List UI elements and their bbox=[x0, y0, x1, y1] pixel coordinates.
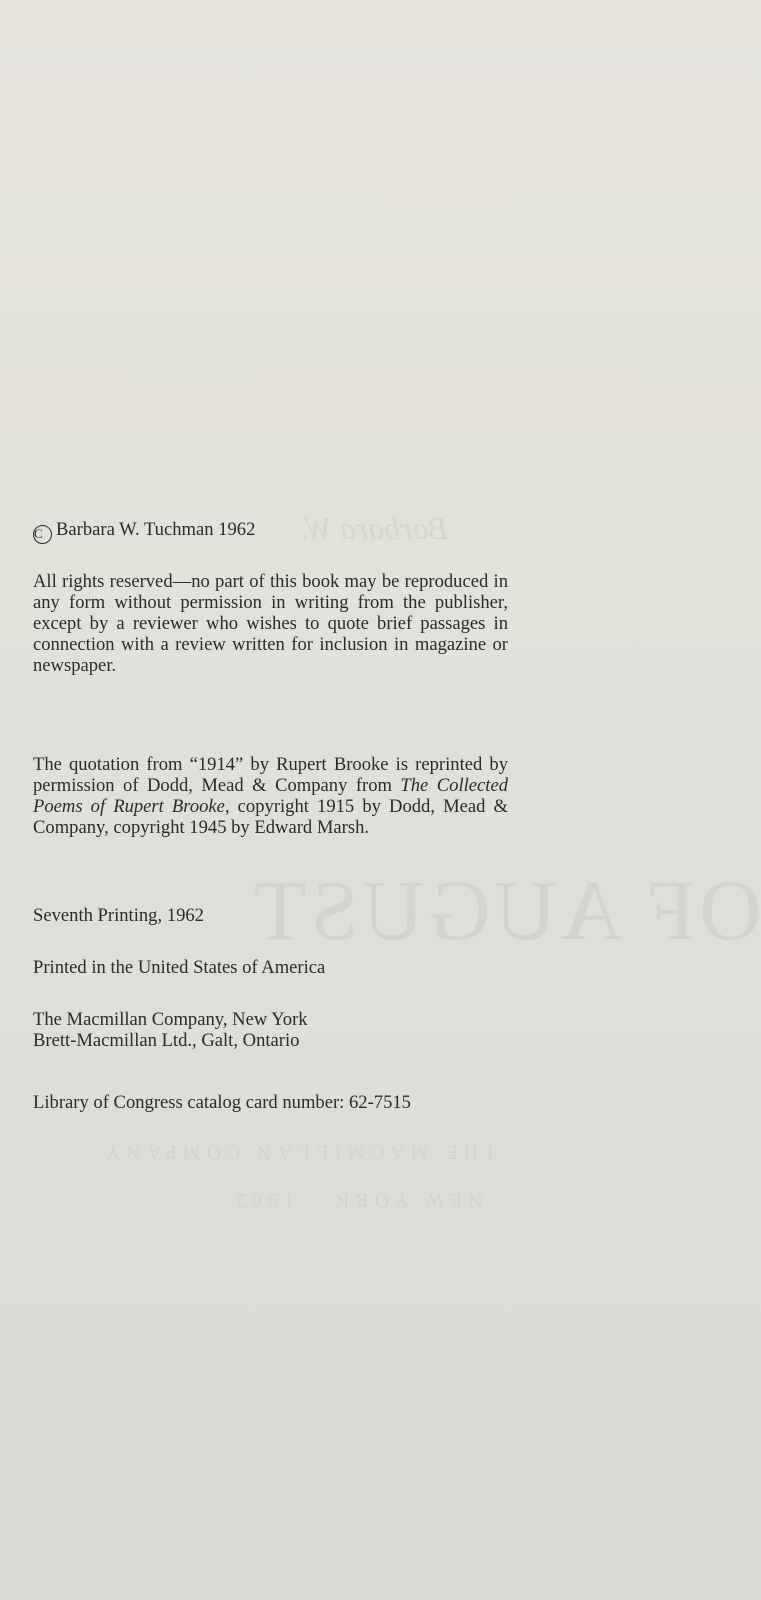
copyright-holder: Barbara W. Tuchman bbox=[56, 519, 214, 540]
copyright-year: 1962 bbox=[218, 519, 256, 540]
copyright-line bbox=[33, 519, 508, 544]
publisher-us: The Macmillan Company, New York bbox=[33, 1009, 308, 1030]
rights-reserved-paragraph: All rights reserved—no part of this book may be reproduced in any form without permission in writing from the publisher, except by a reviewer who wishes to quote brief passages in connection with a review written for inclusion in magazine or newspaper. bbox=[33, 571, 508, 676]
publisher-canada: Brett-Macmillan Ltd., Galt, Ontario bbox=[33, 1030, 300, 1051]
printed-in-line: Printed in the United States of America bbox=[33, 957, 326, 978]
book-title: The Collected Poems of Rupert Brooke bbox=[33, 775, 509, 817]
show-through-publisher: THE MACMILLAN COMPANY bbox=[100, 1141, 497, 1163]
quotation-text-start: The quotation from “1914” by Rupert Brooke is reprinted by permission of Dodd, Mead & Company from bbox=[33, 754, 508, 796]
show-through-author: Barbara W. bbox=[300, 510, 449, 546]
show-through-place: NEW YORK · 1962 bbox=[230, 1189, 483, 1211]
catalog-card-number: Library of Congress catalog card number: 62-7515 bbox=[33, 1092, 411, 1113]
quotation-permission-paragraph bbox=[33, 754, 508, 838]
quotation-text-end: , copyright 1915 by Dodd, Mead & Company, copyright 1945 by Edward Marsh. bbox=[33, 796, 508, 838]
copyright-icon: C bbox=[33, 525, 52, 544]
show-through-title: OF AUGUST bbox=[250, 862, 761, 958]
printing-line: Seventh Printing, 1962 bbox=[33, 905, 204, 926]
